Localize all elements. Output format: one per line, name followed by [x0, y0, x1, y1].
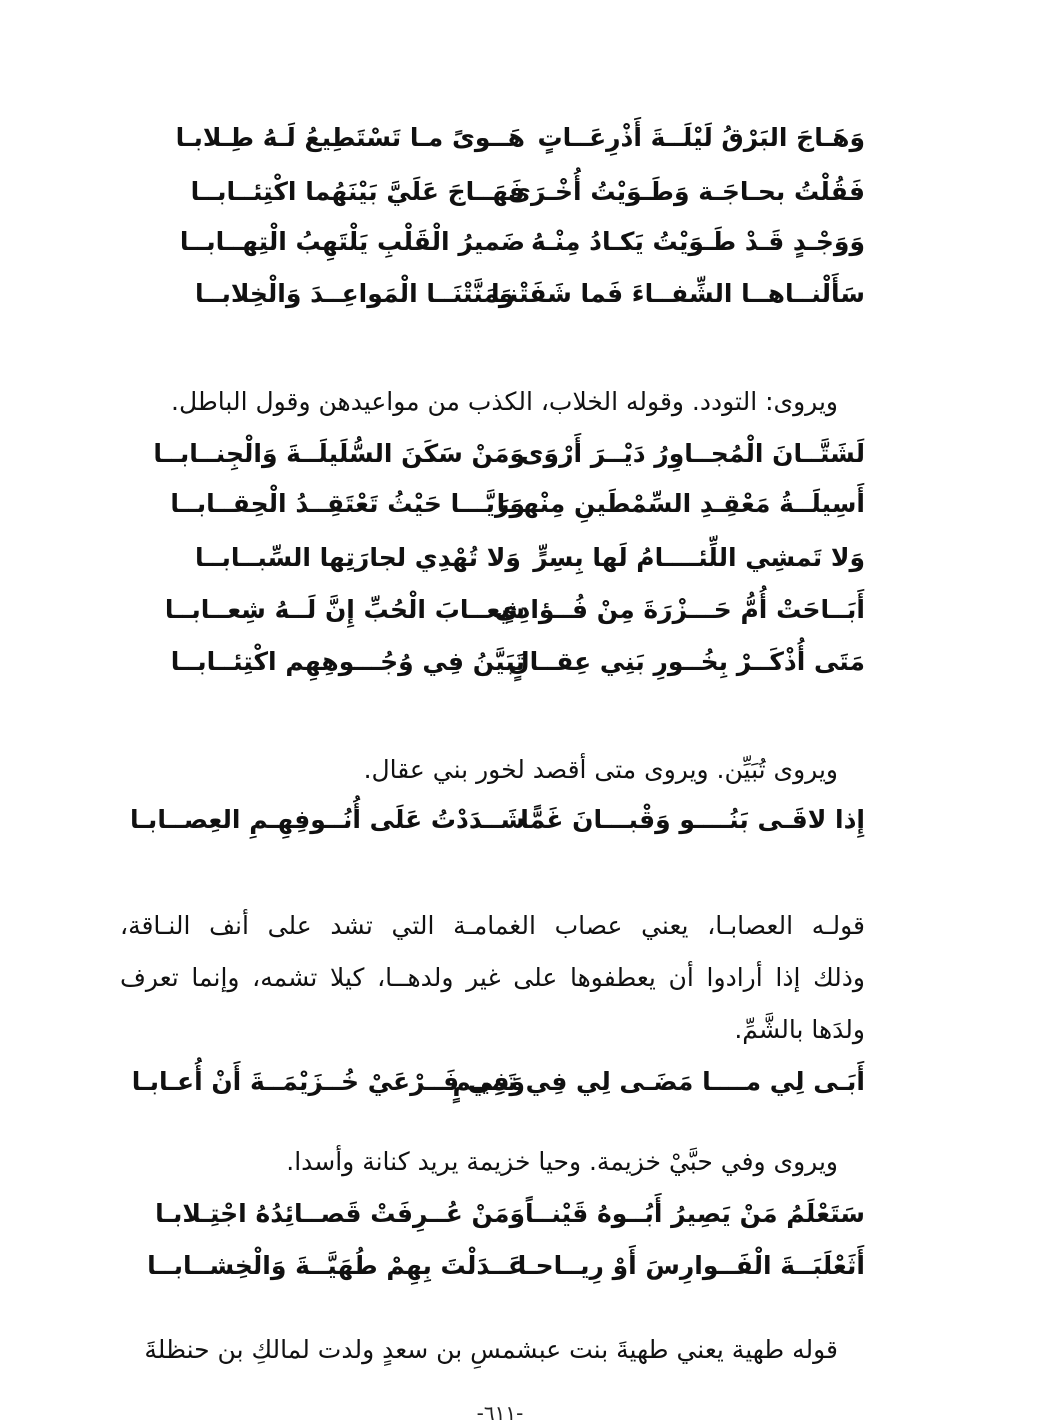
verse-first-hemistich: وَهَـاجَ البَرْقُ لَيْلَــةَ أَذْرِعَــاتٍ	[537, 123, 865, 152]
verse-line	[179, 222, 865, 262]
verse-first-hemistich: وَوَجْـدٍ قَـدْ طَـوَيْتُ يَكـادُ مِنْـهُ	[531, 227, 865, 256]
verse-first-hemistich: وَلا تَمشِي اللِّئــــامُ لَها بِسِرٍّ	[533, 543, 865, 572]
verse-line	[190, 172, 865, 212]
verse-second-hemistich: وَمَنْ عُــرِفَتْ قَصــائِدُهُ اجْتِـلابـا	[155, 1199, 525, 1228]
commentary-note-line: ولدَها بالشَّمِّ.	[734, 1015, 865, 1044]
verse-line	[153, 434, 865, 474]
commentary-note-line: وذلك إذا أرادوا أن يعطفوها على غير ولدهــا، كيلا تشمه، وإنما تعرف	[120, 963, 865, 992]
verse-first-hemistich: إِذا لاقَـى بَنُــــو وَقْبـــانَ غَمًّا	[520, 805, 865, 834]
verse-first-hemistich: أَثَعْلَبَــةَ الْفَــوارِسَ أَوْ رِيــاحـا	[517, 1251, 865, 1280]
verse-line	[131, 1062, 865, 1102]
verse-second-hemistich: عَــدَلْتَ بِهِمْ طُهَيَّــةَ وَالْخِشــابــا	[147, 1251, 525, 1280]
verse-first-hemistich: لَشَتَّــانَ الْمُجــاوِرُ دَيْــرَ أَرْوَى	[520, 439, 865, 468]
verse-first-hemistich: أَبَـى لِي مــــا مَضَـى لِي فِي تَمِيـمٍ	[452, 1067, 865, 1096]
verse-line	[195, 538, 865, 578]
commentary-note: ويروى وفي حبَّيْ خزيمة. وحيا خزيمة يريد كنانة وأسدا.	[286, 1147, 838, 1176]
verse-second-hemistich: وَرَيَّـــا حَيْثُ تَعْتَقِــدُ الْحِقــابــا	[170, 489, 525, 518]
verse-first-hemistich: أَسِيلَــةُ مَعْقِـدِ السِّمْطَينِ مِنْهــا	[496, 489, 865, 518]
verse-first-hemistich: مَتَى أُذْكَــرْ بِخُــورِ بَنِي عِقــالٍ	[507, 647, 865, 676]
verse-line	[155, 1194, 865, 1234]
verse-second-hemistich: وَفِي فَــرْعَيْ خُــزَيْمَــةَ أَنْ أُعـابـا	[131, 1067, 525, 1096]
commentary-note-line: قولـه العصابـا، يعني عصاب الغمامـة التي تشد على أنف النـاقة،	[120, 911, 865, 940]
verse-second-hemistich: وَمَنْ سَكَنَ السُّلَيلَــةَ وَالْجِنــابــا	[153, 439, 525, 468]
verse-first-hemistich: فَقُلْتُ بحـاجَـة وَطَـوَيْتُ أُخْـرَى	[508, 177, 865, 206]
commentary-note: قوله طهية يعني طهيةَ بنت عبشمسِ بن سعدٍ ولدت لمالكِ بن حنظلةَ	[144, 1335, 838, 1364]
verse-second-hemistich: وَمَنَّتْنَــا الْمَواعِــدَ وَالْخِلابــا	[195, 279, 515, 308]
verse-second-hemistich: وَلا تُهْدِي لجارَتِها السِّبــابــا	[195, 543, 521, 572]
verse-line	[195, 274, 865, 314]
verse-line	[175, 118, 865, 158]
commentary-note: ويروى: التودد. وقوله الخلاب، الكذب من مواعيدهن وقول الباطل.	[171, 387, 838, 416]
verse-second-hemistich: شَــدَدْتُ عَلَى أُنُــوفِهِـمِ العِصــابـا	[130, 805, 525, 834]
verse-line	[130, 800, 865, 840]
verse-second-hemistich: تَبَيَّنُ فِي وُجُـــوهِهِم اكْتِئــابــا	[170, 647, 525, 676]
verse-line	[170, 484, 865, 524]
page-number: -٦١١-	[476, 1401, 524, 1425]
verse-line	[170, 642, 865, 682]
verse-line	[164, 590, 865, 630]
verse-second-hemistich: هَــوىً مـا تَسْتَطِيعُ لَـهُ طِـلابـا	[175, 123, 525, 152]
verse-second-hemistich: ضَميرُ الْقَلْبِ يَلْتَهِبُ الْتِهــابــا	[179, 227, 525, 256]
verse-first-hemistich: سَأَلْنــاهــا الشِّفــاءَ فَما شَفَتْنـا	[490, 279, 865, 308]
verse-line	[147, 1246, 865, 1286]
verse-first-hemistich: أَبَــاحَتْ أُمُّ حَـــزْرَةَ مِنْ فُــؤادِي	[494, 595, 865, 624]
verse-second-hemistich: شِعــابَ الْحُبِّ إِنَّ لَــهُ شِعــابــا	[164, 595, 525, 624]
verse-first-hemistich: سَتَعْلَمُ مَنْ يَصِيرُ أَبُــوهُ قَيْنــاً	[524, 1199, 865, 1228]
verse-second-hemistich: فَهَــاجَ عَلَيَّ بَيْنَهُما اكْتِئــابــا	[190, 177, 525, 206]
commentary-note: ويروى تُبَيِّن. ويروى متى أقصد لخور بني عقال.	[363, 755, 838, 784]
